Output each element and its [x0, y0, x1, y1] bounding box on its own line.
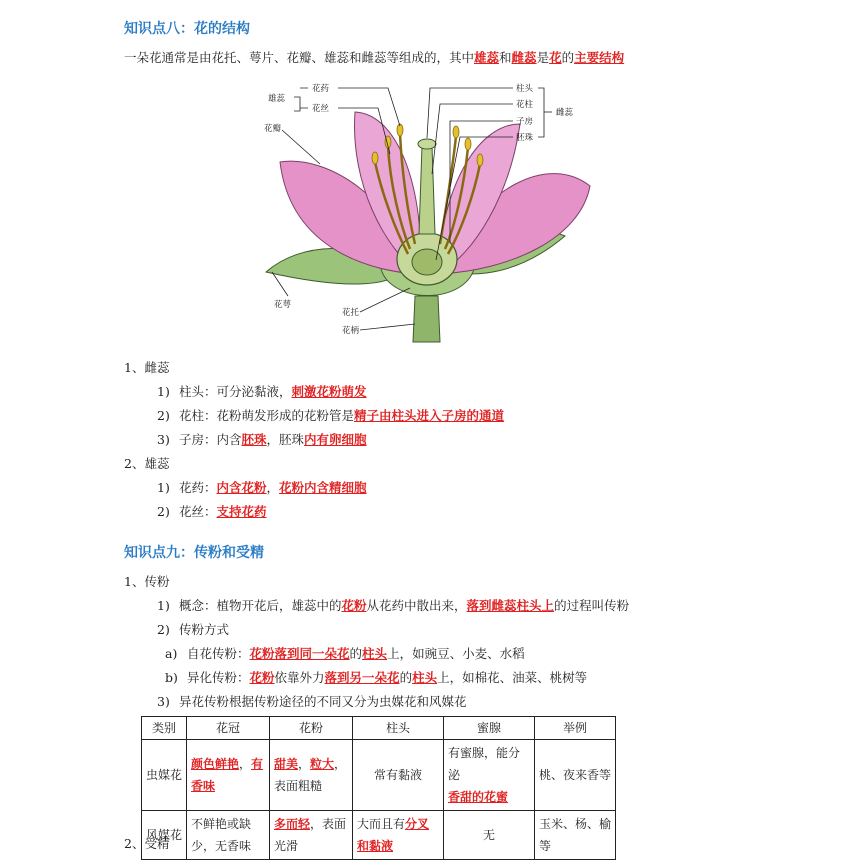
label-filament: 花丝 — [312, 104, 330, 114]
insect-nectary: 有蜜腺，能分泌 香甜的花蜜 — [444, 740, 535, 811]
stamen-heading: 2、雄蕊 — [124, 456, 170, 471]
pedicel-shape — [413, 296, 440, 342]
intro-text-4: 的 — [561, 50, 575, 65]
th-corolla: 花冠 — [187, 717, 270, 740]
intro-text-3: 是 — [536, 50, 550, 65]
intro-key-4: 主要结构 — [574, 50, 625, 65]
wind-name: 风媒花 — [142, 811, 187, 860]
label-ovule: 胚珠 — [516, 133, 534, 143]
wind-example: 玉米、杨、榆 等 — [535, 811, 616, 860]
intro-text-2: 和 — [499, 50, 512, 65]
insect-pollen: 甜美，粒大， 表面粗糙 — [270, 740, 353, 811]
label-stamen: 雄蕊 — [268, 94, 286, 104]
pollination-ways: 2) 传粉方式 — [157, 622, 230, 637]
table-row-wind — [142, 811, 616, 860]
pollination-concept: 1) 概念：植物开花后，雄蕊中的花粉从花药中散出来，落到雌蕊柱头上的过程叫传粉 — [157, 598, 630, 613]
pollination-heading: 1、传粉 — [124, 574, 170, 589]
th-nectary: 蜜腺 — [444, 717, 535, 740]
insect-name: 虫媒花 — [142, 740, 187, 811]
wind-stigma: 大而且有分叉 和黏液 — [353, 811, 444, 860]
table-header-row — [142, 717, 616, 740]
wind-pollen: 多而轻，表面 光滑 — [270, 811, 353, 860]
label-receptacle: 花托 — [342, 308, 360, 318]
fertilization-heading: 2、受精 — [124, 836, 170, 851]
wind-corolla: 不鲜艳或缺 少，无香味 — [187, 811, 270, 860]
intro-key-2: 雌蕊 — [511, 50, 537, 65]
intro-key-3: 花 — [549, 50, 562, 65]
label-ovary: 子房 — [516, 117, 534, 127]
label-anther: 花药 — [312, 84, 330, 94]
label-style: 花柱 — [516, 100, 534, 110]
table-row-insect — [142, 740, 616, 811]
pollination-types: 3) 异花传粉根据传粉途径的不同又分为虫媒花和风媒花 — [157, 694, 467, 709]
label-sepal: 花萼 — [274, 300, 292, 310]
insect-corolla: 颜色鲜艳，有 香味 — [187, 740, 270, 811]
label-pedicel: 花柄 — [342, 326, 360, 336]
self-pollination: a) 自花传粉：花粉落到同一朵花的柱头上，如豌豆、小麦、水稻 — [165, 646, 525, 661]
pistil-item-3: 3) 子房：内含胚珠，胚珠内有卵细胞 — [157, 432, 367, 447]
stamen-item-1: 1) 花药：内含花粉，花粉内含精细胞 — [157, 480, 367, 495]
flower-diagram — [260, 74, 600, 349]
insect-stigma: 常有黏液 — [353, 740, 444, 811]
th-category: 类别 — [142, 717, 187, 740]
label-pistil: 雌蕊 — [556, 108, 574, 118]
cross-pollination: b) 异化传粉：花粉依靠外力落到另一朵花的柱头上，如棉花、油菜、桃树等 — [165, 670, 588, 685]
wind-nectary: 无 — [444, 811, 535, 860]
intro-key-1: 雄蕊 — [474, 50, 500, 65]
section9-title: 知识点九：传粉和受精 — [124, 545, 264, 561]
intro-text-1: 一朵花通常是由花托、萼片、花瓣、雄蕊和雌蕊等组成的，其中 — [124, 50, 475, 65]
label-stigma: 柱头 — [516, 84, 534, 94]
pistil-heading: 1、雌蕊 — [124, 360, 170, 375]
stamen-item-2: 2) 花丝：支持花药 — [157, 504, 267, 519]
insect-example: 桃、夜来香等 — [535, 740, 616, 811]
pistil-item-1: 1) 柱头：可分泌黏液，刺激花粉萌发 — [157, 384, 367, 399]
th-example: 举例 — [535, 717, 616, 740]
pistil-item-2: 2) 花柱：花粉萌发形成的花粉管是精子由柱头进入子房的通道 — [157, 408, 505, 423]
style-shape — [419, 146, 435, 234]
comparison-table — [141, 716, 616, 860]
th-pollen: 花粉 — [270, 717, 353, 740]
section8-title: 知识点八：花的结构 — [124, 21, 250, 37]
th-stigma: 柱头 — [353, 717, 444, 740]
stigma-shape — [418, 139, 436, 149]
label-petal: 花瓣 — [264, 124, 282, 134]
intro-line — [124, 50, 624, 66]
